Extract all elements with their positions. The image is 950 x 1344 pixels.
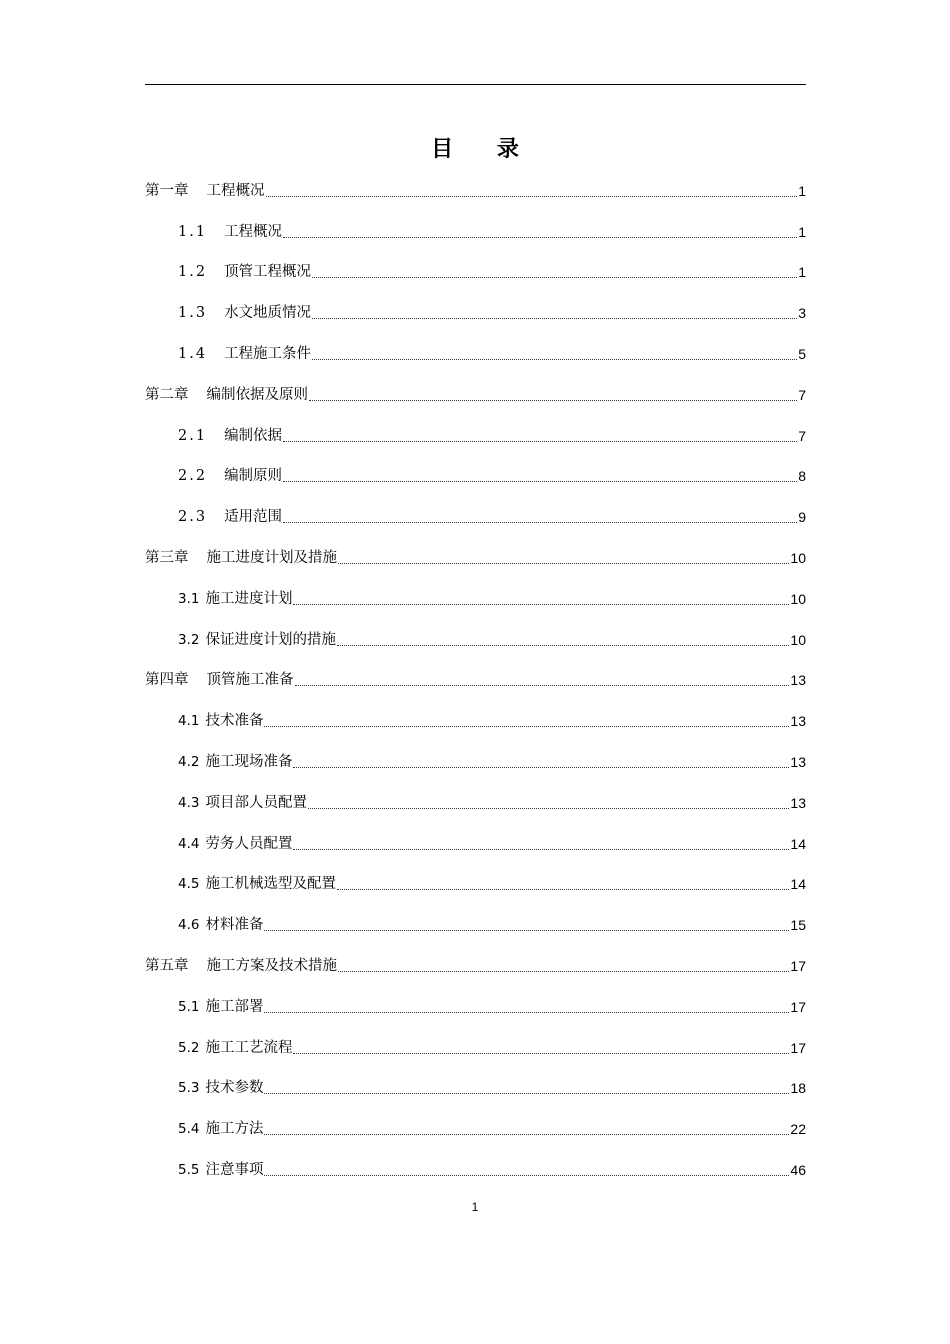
toc-section-entry[interactable] bbox=[145, 744, 806, 785]
toc-section-entry[interactable] bbox=[145, 703, 806, 744]
toc-entry-page: 46 bbox=[790, 1161, 806, 1178]
toc-entry-label: 编制依据 bbox=[224, 427, 283, 444]
toc-entry-label: 编制原则 bbox=[224, 468, 283, 485]
toc-entry-page: 9 bbox=[798, 509, 806, 526]
toc-dot-leader bbox=[266, 196, 798, 197]
toc-entry-number: 5.2 bbox=[178, 1039, 200, 1056]
toc-entry-number: 4.1 bbox=[178, 713, 200, 730]
toc-section-entry[interactable] bbox=[145, 1030, 806, 1071]
toc-section-entry[interactable] bbox=[145, 214, 806, 255]
toc-entry-page: 22 bbox=[790, 1121, 806, 1138]
toc-section-entry[interactable] bbox=[145, 581, 806, 622]
toc-entry-label: 技术参数 bbox=[205, 1080, 264, 1097]
toc-entry-page: 17 bbox=[790, 957, 806, 974]
page-number: 1 bbox=[471, 1200, 479, 1214]
toc-dot-leader bbox=[283, 481, 797, 482]
toc-entry-label: 顶管施工准备 bbox=[206, 672, 294, 689]
toc-entry-number: 2.1 bbox=[178, 427, 208, 444]
toc-dot-leader bbox=[312, 277, 797, 278]
toc-entry-number: 3.2 bbox=[178, 631, 200, 648]
toc-entry-number: 1.2 bbox=[178, 264, 208, 281]
toc-entry-number: 4.6 bbox=[178, 917, 200, 934]
toc-entry-page: 13 bbox=[790, 753, 806, 770]
toc-section-entry[interactable] bbox=[145, 295, 806, 336]
toc-entry-page: 10 bbox=[790, 549, 806, 566]
toc-entry-page: 17 bbox=[790, 1039, 806, 1056]
toc-section-entry[interactable] bbox=[145, 255, 806, 296]
toc-entry-page: 1 bbox=[798, 223, 806, 240]
toc-entry-label: 注意事项 bbox=[205, 1161, 264, 1178]
toc-dot-leader bbox=[309, 400, 797, 401]
toc-section-entry[interactable] bbox=[145, 867, 806, 908]
toc-entry-label: 施工方案及技术措施 bbox=[206, 957, 337, 974]
toc-entry-page: 10 bbox=[790, 590, 806, 607]
toc-entry-page: 13 bbox=[790, 794, 806, 811]
toc-entry-label: 水文地质情况 bbox=[224, 305, 312, 322]
toc-entry-page: 7 bbox=[798, 427, 806, 444]
toc-entry-number: 1.1 bbox=[178, 223, 208, 240]
toc-entry-number: 第三章 bbox=[145, 549, 189, 566]
toc-dot-leader bbox=[283, 522, 797, 523]
toc-dot-leader bbox=[293, 849, 789, 850]
toc-chapter-entry[interactable] bbox=[145, 377, 806, 418]
toc-entry-page: 7 bbox=[798, 386, 806, 403]
toc-section-entry[interactable] bbox=[145, 336, 806, 377]
toc-entry-number: 5.5 bbox=[178, 1161, 200, 1178]
toc-entry-page: 3 bbox=[798, 305, 806, 322]
toc-entry-page: 5 bbox=[798, 345, 806, 362]
toc-section-entry[interactable] bbox=[145, 826, 806, 867]
toc-chapter-entry[interactable] bbox=[145, 540, 806, 581]
toc-entry-label: 工程概况 bbox=[224, 223, 283, 240]
toc-entry-page: 8 bbox=[798, 468, 806, 485]
toc-entry-page: 1 bbox=[798, 182, 806, 199]
toc-dot-leader bbox=[283, 441, 797, 442]
toc-title: 目 录 bbox=[431, 136, 537, 162]
toc-entry-number: 5.3 bbox=[178, 1080, 200, 1097]
toc-entry-number: 第四章 bbox=[145, 672, 189, 689]
toc-dot-leader bbox=[293, 1053, 789, 1054]
toc-section-entry[interactable] bbox=[145, 418, 806, 459]
toc-entry-page: 10 bbox=[790, 631, 806, 648]
toc-dot-leader bbox=[264, 1134, 789, 1135]
toc-dot-leader bbox=[264, 1012, 789, 1013]
toc-chapter-entry[interactable] bbox=[145, 173, 806, 214]
toc-entry-number: 4.2 bbox=[178, 753, 200, 770]
toc-dot-leader bbox=[308, 808, 789, 809]
toc-entry-label: 施工机械选型及配置 bbox=[205, 876, 336, 893]
toc-entry-page: 17 bbox=[790, 998, 806, 1015]
toc-entry-number: 第五章 bbox=[145, 957, 189, 974]
toc-section-entry[interactable] bbox=[145, 1111, 806, 1152]
toc-dot-leader bbox=[264, 930, 789, 931]
toc-entry-label: 劳务人员配置 bbox=[205, 835, 293, 852]
toc-entry-page: 1 bbox=[798, 264, 806, 281]
toc-dot-leader bbox=[264, 1093, 789, 1094]
toc-section-entry[interactable] bbox=[145, 907, 806, 948]
table-of-contents bbox=[145, 173, 806, 1193]
toc-entry-page: 14 bbox=[790, 876, 806, 893]
toc-entry-page: 13 bbox=[790, 672, 806, 689]
toc-dot-leader bbox=[312, 318, 797, 319]
toc-entry-label: 技术准备 bbox=[205, 713, 264, 730]
toc-entry-label: 适用范围 bbox=[224, 509, 283, 526]
toc-entry-label: 施工现场准备 bbox=[205, 753, 293, 770]
toc-entry-label: 顶管工程概况 bbox=[224, 264, 312, 281]
toc-section-entry[interactable] bbox=[145, 622, 806, 663]
toc-entry-label: 施工工艺流程 bbox=[205, 1039, 293, 1056]
toc-dot-leader bbox=[337, 645, 789, 646]
toc-entry-label: 施工部署 bbox=[205, 998, 264, 1015]
toc-dot-leader bbox=[283, 237, 797, 238]
toc-entry-label: 工程概况 bbox=[206, 182, 265, 199]
toc-section-entry[interactable] bbox=[145, 459, 806, 500]
toc-dot-leader bbox=[312, 359, 797, 360]
toc-entry-label: 施工进度计划及措施 bbox=[206, 549, 337, 566]
toc-section-entry[interactable] bbox=[145, 785, 806, 826]
toc-entry-number: 5.1 bbox=[178, 998, 200, 1015]
toc-dot-leader bbox=[293, 604, 789, 605]
toc-entry-number: 2.2 bbox=[178, 468, 208, 485]
toc-entry-label: 编制依据及原则 bbox=[206, 386, 308, 403]
toc-entry-label: 施工进度计划 bbox=[205, 590, 293, 607]
toc-entry-label: 保证进度计划的措施 bbox=[205, 631, 336, 648]
toc-entry-page: 13 bbox=[790, 713, 806, 730]
toc-chapter-entry[interactable] bbox=[145, 948, 806, 989]
toc-dot-leader bbox=[264, 726, 789, 727]
toc-section-entry[interactable] bbox=[145, 989, 806, 1030]
toc-entry-label: 工程施工条件 bbox=[224, 345, 312, 362]
toc-entry-number: 第一章 bbox=[145, 182, 189, 199]
toc-entry-page: 14 bbox=[790, 835, 806, 852]
toc-entry-number: 1.3 bbox=[178, 305, 208, 322]
toc-section-entry[interactable] bbox=[145, 1152, 806, 1193]
toc-dot-leader bbox=[338, 563, 789, 564]
toc-entry-label: 材料准备 bbox=[205, 917, 264, 934]
toc-dot-leader bbox=[264, 1175, 789, 1176]
toc-entry-number: 3.1 bbox=[178, 590, 200, 607]
header-rule bbox=[145, 84, 806, 85]
toc-entry-number: 4.3 bbox=[178, 794, 200, 811]
toc-entry-number: 4.5 bbox=[178, 876, 200, 893]
toc-entry-number: 5.4 bbox=[178, 1121, 200, 1138]
toc-dot-leader bbox=[338, 971, 789, 972]
toc-chapter-entry[interactable] bbox=[145, 663, 806, 704]
toc-section-entry[interactable] bbox=[145, 499, 806, 540]
toc-entry-label: 项目部人员配置 bbox=[205, 794, 307, 811]
toc-section-entry[interactable] bbox=[145, 1071, 806, 1112]
toc-entry-page: 15 bbox=[790, 917, 806, 934]
toc-dot-leader bbox=[295, 685, 790, 686]
toc-entry-page: 18 bbox=[790, 1080, 806, 1097]
toc-entry-number: 4.4 bbox=[178, 835, 200, 852]
toc-entry-label: 施工方法 bbox=[205, 1121, 264, 1138]
toc-dot-leader bbox=[337, 889, 789, 890]
toc-entry-number: 1.4 bbox=[178, 345, 208, 362]
toc-entry-number: 2.3 bbox=[178, 509, 208, 526]
toc-dot-leader bbox=[293, 767, 789, 768]
toc-entry-number: 第二章 bbox=[145, 386, 189, 403]
